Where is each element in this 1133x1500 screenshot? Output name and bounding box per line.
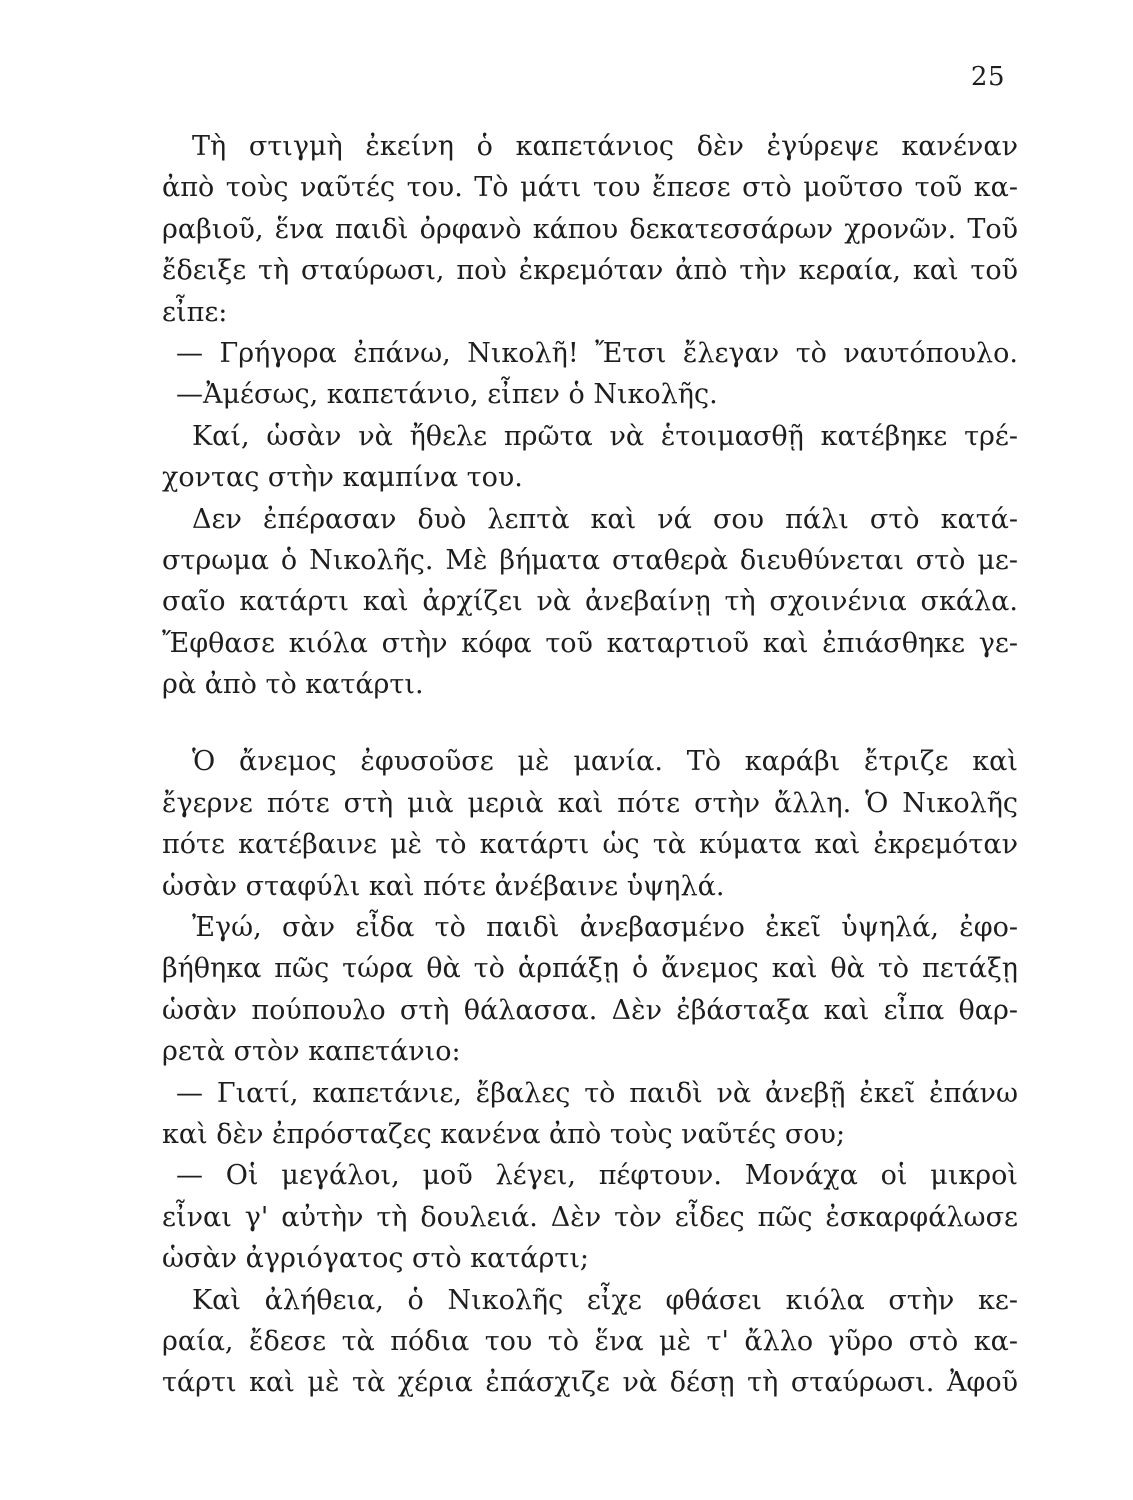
text-line: ὡσὰν ἀγριόγατος στὸ κατάρτι; — [162, 1243, 590, 1275]
text-line: ἔγερνε πότε στὴ μιὰ μεριὰ καὶ πότε στὴν ἄλλη. Ὁ Νικολῆς — [162, 787, 1018, 819]
text-line: εἶπε: — [162, 296, 228, 328]
paragraph — [162, 333, 1018, 374]
text-line: —Ἀμέσως, καπετάνιο, εἶπεν ὁ Νικολῆς. — [176, 379, 718, 411]
text-line: Ἐγώ, σὰν εἶδα τὸ παιδὶ ἀνεβασμένο ἐκεῖ ὑψηλά, ἐφο- — [192, 912, 1018, 944]
text-line: Ἔφθασε κιόλα στὴν κόφα τοῦ καταρτιοῦ καὶ ἐπιάσθηκε γε- — [162, 627, 1018, 659]
paragraph — [162, 907, 1018, 1073]
text-line: ραία, ἔδεσε τὰ πόδια του τὸ ἕνα μὲ τ' ἄλλο γῦρο στὸ κα- — [162, 1325, 1018, 1357]
paragraph — [162, 374, 1018, 415]
paragraph — [162, 1280, 1018, 1404]
text-line: Τὴ στιγμὴ ἐκείνη ὁ καπετάνιος δὲν ἐγύρεψε κανέναν — [192, 131, 1018, 162]
body-text — [162, 126, 1018, 1404]
paragraph — [162, 1073, 1018, 1156]
paragraph — [162, 741, 1018, 907]
text-line: χοντας στὴν καμπίνα του. — [162, 462, 523, 494]
text-line: ἀπὸ τοὺς ναῦτές του. Τὸ μάτι του ἔπεσε στὸ μοῦτσο τοῦ κα- — [162, 172, 1018, 204]
page-number: 25 — [970, 62, 1005, 92]
text-line: Καὶ ἀλήθεια, ὁ Νικολῆς εἶχε φθάσει κιόλα στὴν κε- — [192, 1284, 1018, 1316]
paragraph — [162, 416, 1018, 499]
text-line: ὡσὰν πούπουλο στὴ θάλασσα. Δὲν ἐβάσταξα καὶ εἶπα θαρ- — [162, 994, 1018, 1026]
text-line: Δεν ἐπέρασαν δυὸ λεπτὰ καὶ νά σου πάλι στὸ κατά- — [192, 503, 1018, 535]
text-line: τάρτι καὶ μὲ τὰ χέρια ἐπάσχιζε νὰ δέσῃ τὴ σταύρωσι. Ἀφοῦ — [162, 1367, 1018, 1399]
text-line: Ὁ ἄνεμος ἐφυσοῦσε μὲ μανία. Τὸ καράβι ἔτριζε καὶ — [192, 746, 1018, 778]
paragraph — [162, 126, 1018, 333]
text-line: ρὰ ἀπὸ τὸ κατάρτι. — [162, 669, 424, 701]
section-gap — [162, 705, 1018, 741]
text-line: ραβιοῦ, ἕνα παιδὶ ὀρφανὸ κάπου δεκατεσσάρων χρονῶν. Τοῦ — [162, 213, 1018, 245]
text-line: ἔδειξε τὴ σταύρωσι, ποὺ ἐκρεμόταν ἀπὸ τὴν κεραία, καὶ τοῦ — [162, 255, 1018, 287]
text-line: ρετὰ στὸν καπετάνιο: — [162, 1036, 461, 1068]
text-line: — Οἱ μεγάλοι, μοῦ λέγει, πέφτουν. Μονάχα οἱ μικροὶ — [176, 1160, 1018, 1192]
text-line: καὶ δὲν ἐπρόσταζες κανένα ἀπὸ τοὺς ναῦτές σου; — [162, 1118, 846, 1150]
text-line: εἶναι γ' αὐτὴν τὴ δουλειά. Δὲν τὸν εἶδες πῶς ἐσκαρφάλωσε — [162, 1201, 1018, 1233]
text-line: στρωμα ὁ Νικολῆς. Μὲ βήματα σταθερὰ διευθύνεται στὸ με- — [162, 544, 1018, 576]
text-line: πότε κατέβαινε μὲ τὸ κατάρτι ὡς τὰ κύματα καὶ ἐκρεμόταν — [162, 829, 1018, 861]
paragraph — [162, 499, 1018, 706]
text-line: βήθηκα πῶς τώρα θὰ τὸ ἁρπάξῃ ὁ ἄνεμος καὶ θὰ τὸ πετάξῃ — [162, 953, 1018, 985]
paragraph — [162, 1155, 1018, 1279]
text-line: — Γιατί, καπετάνιε, ἔβαλες τὸ παιδὶ νὰ ἀνεβῇ ἐκεῖ ἐπάνω — [176, 1077, 1018, 1109]
text-line: σαῖο κατάρτι καὶ ἀρχίζει νὰ ἀνεβαίνῃ τὴ σχοινένια σκάλα. — [162, 586, 1018, 618]
text-line: ὡσὰν σταφύλι καὶ πότε ἀνέβαινε ὑψηλά. — [162, 870, 725, 902]
text-line: — Γρήγορα ἐπάνω, Νικολῆ! Ἔτσι ἔλεγαν τὸ ναυτόπουλο. — [176, 337, 1018, 369]
text-line: Καί, ὡσὰν νὰ ἤθελε πρῶτα νὰ ἑτοιμασθῇ κατέβηκε τρέ- — [192, 420, 1018, 452]
